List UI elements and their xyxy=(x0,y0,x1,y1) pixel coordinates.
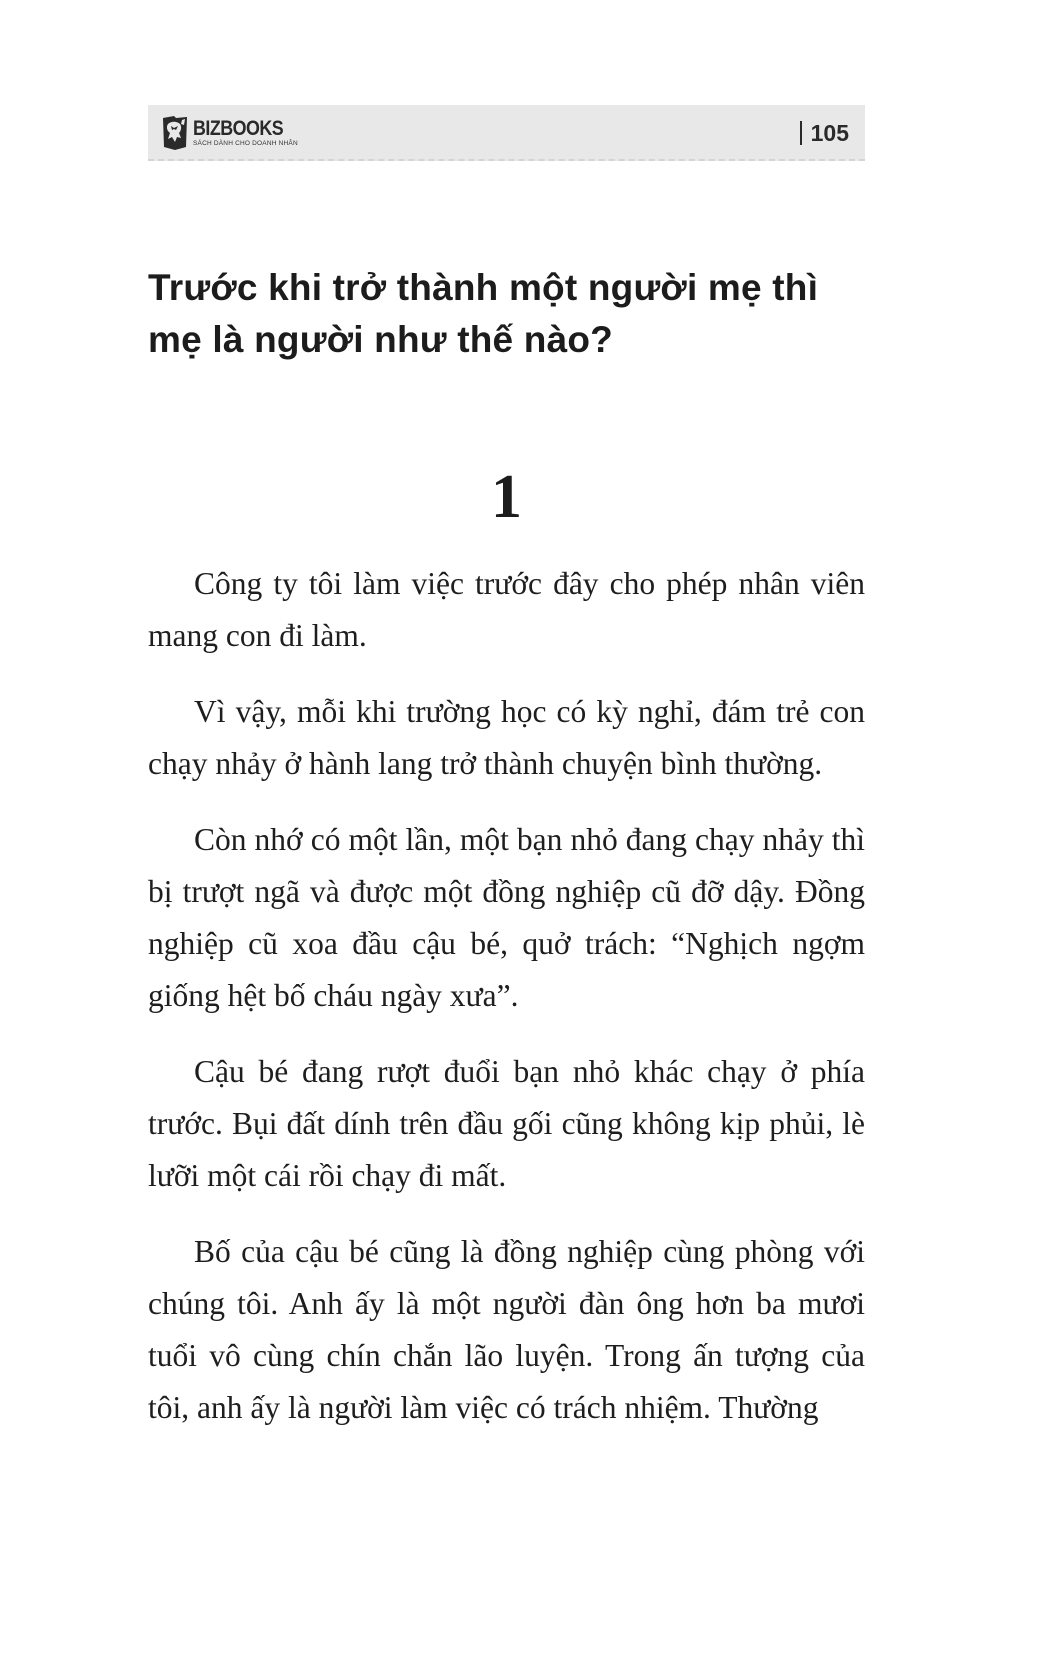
paragraph: Bố của cậu bé cũng là đồng nghiệp cùng phòng với chúng tôi. Anh ấy là một người đàn ông hơn ba mươi tuổi vô cùng chín chắn lão luyện. Trong ấn tượng của tôi, anh ấy là người làm việc có trách nhiệm. Thường xyxy=(148,1234,865,1425)
paragraph: Cậu bé đang rượt đuổi bạn nhỏ khác chạy ở phía trước. Bụi đất dính trên đầu gối cũng không kịp phủi, lè lưỡi một cái rồi chạy đi mất. xyxy=(148,1054,865,1193)
page-number-divider xyxy=(800,121,802,145)
brand-name: BIZBOOKS xyxy=(193,117,284,140)
publisher-logo xyxy=(162,114,299,152)
brand-tagline: SÁCH DÀNH CHO DOANH NHÂN xyxy=(193,140,298,147)
body-text xyxy=(148,558,865,1458)
chapter-title: Trước khi trở thành một người mẹ thì mẹ là người như thế nào? xyxy=(148,267,819,360)
section-number: 1 xyxy=(491,463,522,531)
running-header xyxy=(148,105,865,161)
page-number-value: 105 xyxy=(810,119,849,146)
paragraph: Vì vậy, mỗi khi trường học có kỳ nghỉ, đám trẻ con chạy nhảy ở hành lang trở thành chuyện bình thường. xyxy=(148,694,865,781)
paragraph: Còn nhớ có một lần, một bạn nhỏ đang chạy nhảy thì bị trượt ngã và được một đồng nghiệp cũ đỡ dậy. Đồng nghiệp cũ xoa đầu cậu bé, quở trách: “Nghịch ngợm giống hệt bố cháu ngày xưa”. xyxy=(148,822,865,1013)
bizbooks-emblem-icon xyxy=(162,116,188,150)
page-number xyxy=(800,116,849,150)
paragraph: Công ty tôi làm việc trước đây cho phép nhân viên mang con đi làm. xyxy=(148,566,865,653)
